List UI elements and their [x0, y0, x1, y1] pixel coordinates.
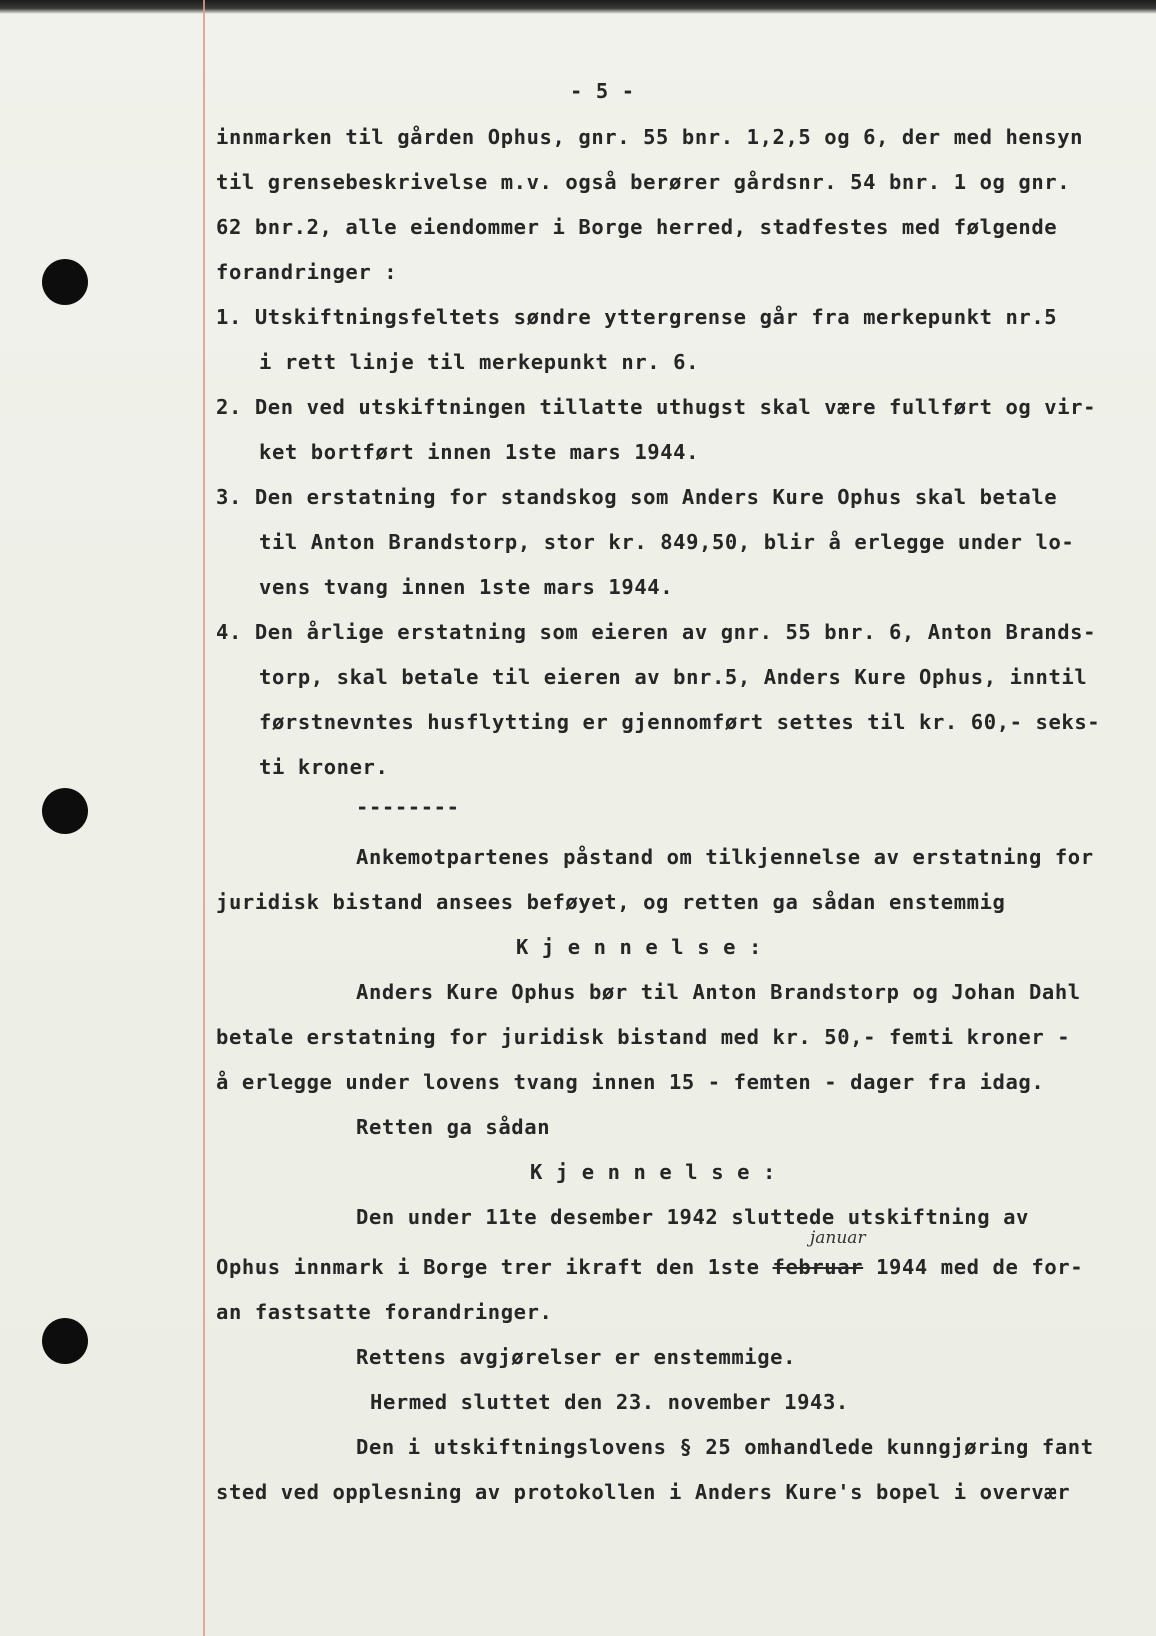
punch-hole-top: [42, 259, 88, 305]
text-line: Den i utskiftningslovens § 25 omhandlede kunngjøring fant: [356, 1435, 1094, 1459]
section-heading-kjennelse: K j e n n e l s e :: [516, 935, 762, 959]
text-line: juridisk bistand ansees beføyet, og retten ga sådan enstemmig: [216, 890, 1006, 914]
text-line: sted ved opplesning av protokollen i Anders Kure's bopel i overvær: [216, 1480, 1071, 1504]
punch-hole-bottom: [42, 1318, 88, 1364]
text-line: Hermed sluttet den 23. november 1943.: [370, 1390, 849, 1414]
text-line: Rettens avgjørelser er enstemmige.: [356, 1345, 797, 1369]
page-number: - 5 -: [570, 79, 635, 103]
margin-line: [203, 0, 205, 1636]
text-line: ti kroner.: [259, 755, 389, 779]
list-item-4: 4. Den årlige erstatning som eieren av gnr. 55 bnr. 6, Anton Brands-: [216, 620, 1097, 644]
text-line: Anders Kure Ophus bør til Anton Brandstorp og Johan Dahl: [356, 980, 1081, 1004]
text-line: til Anton Brandstorp, stor kr. 849,50, blir å erlegge under lo-: [259, 530, 1075, 554]
text-line: førstnevntes husflytting er gjennomført settes til kr. 60,- seks-: [259, 710, 1101, 734]
text-line: å erlegge under lovens tvang innen 15 - femten - dager fra idag.: [216, 1070, 1045, 1094]
text-line: Ophus innmark i Borge trer ikraft den 1ste februar 1944 med de for-: [216, 1255, 1084, 1279]
text-line: Retten ga sådan: [356, 1115, 551, 1139]
handwritten-correction: januar: [810, 1228, 866, 1248]
list-item-2: 2. Den ved utskiftningen tillatte uthugst skal være fullført og vir-: [216, 395, 1097, 419]
text-line: i rett linje til merkepunkt nr. 6.: [259, 350, 700, 374]
text-line: betale erstatning for juridisk bistand med kr. 50,- femti kroner -: [216, 1025, 1071, 1049]
text-line: Ankemotpartenes påstand om tilkjennelse av erstatning for: [356, 845, 1094, 869]
text-line: Den under 11te desember 1942 sluttede utskiftning av: [356, 1205, 1029, 1229]
list-item-3: 3. Den erstatning for standskog som Anders Kure Ophus skal betale: [216, 485, 1058, 509]
text-line: innmarken til gården Ophus, gnr. 55 bnr. 1,2,5 og 6, der med hensyn: [216, 125, 1084, 149]
punch-hole-middle: [42, 788, 88, 834]
struck-word: februar: [772, 1255, 864, 1279]
text-line: an fastsatte forandringer.: [216, 1300, 553, 1324]
list-item-1: 1. Utskiftningsfeltets søndre yttergrense går fra merkepunkt nr.5: [216, 305, 1058, 329]
text-line: torp, skal betale til eieren av bnr.5, Anders Kure Ophus, inntil: [259, 665, 1088, 689]
text-line: vens tvang innen 1ste mars 1944.: [259, 575, 674, 599]
separator-dashes: --------: [356, 795, 460, 819]
section-heading-kjennelse: K j e n n e l s e :: [530, 1160, 776, 1184]
scan-top-edge: [0, 0, 1156, 14]
text-line: ket bortført innen 1ste mars 1944.: [259, 440, 700, 464]
text-line: forandringer :: [216, 260, 398, 284]
text-line: 62 bnr.2, alle eiendommer i Borge herred, stadfestes med følgende: [216, 215, 1058, 239]
text-line: til grensebeskrivelse m.v. også berører gårdsnr. 54 bnr. 1 og gnr.: [216, 170, 1071, 194]
